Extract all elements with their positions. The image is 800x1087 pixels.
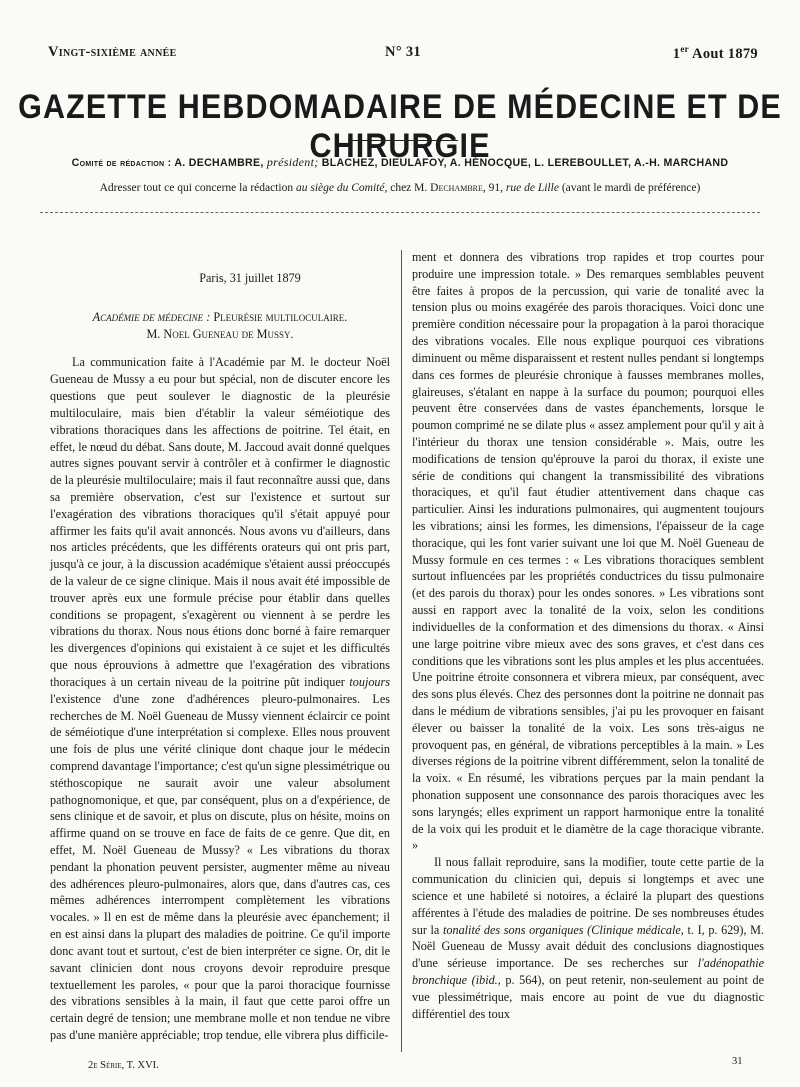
committee-members: BLACHEZ, DIEULAFOY, A. HÉNOCQUE, L. LEREBOULLET, A.-H. MARCHAND bbox=[321, 157, 729, 169]
address-part4: 91, bbox=[488, 182, 504, 194]
issue-header bbox=[48, 44, 758, 64]
issue-date-rest: Aout 1879 bbox=[688, 45, 758, 62]
emphasis-text: (Clinique médicale, bbox=[587, 922, 684, 937]
left-column bbox=[50, 270, 390, 1044]
issue-date-day: 1 bbox=[672, 45, 681, 62]
article-heading-rest: Pleurésie multiloculaire. bbox=[213, 309, 348, 324]
article-paragraph: ment et donnera des vibrations trop rapides et trop courtes pour produire une impression totale. » Des remarques semblables peuvent être faites à propos de la percussion, qui varie de tonalité avec la tension plus ou moins exagérée des parois thoraciques. Voici donc une première condition nécessaire pour la propagation à la paroi thoracique des vibrations vocales. Elle nous explique pourquoi ces vibrations diminuent ou même disparaissent et restent nulles pendant si longtemps dans ces formes de pleurésie chronique à fausses membranes molles, glaireuses, s'étalant en nappe à la surface du poumon; pourquoi elles peuvent être conservées dans de vastes épanchements, lorsque le poumon comprimé ne se dilate plus « assez amplement pour qu'il y ait à l'intérieur du thorax une tension considérable ». Mais, outre les modifications de tension qu'éprouve la paroi du thorax, il existe une série de conditions qui changent la transmissibilité des vibrations thoraciques, et qu'il faut étudier attentivement dans chaque cas particulier. Ainsi les indurations pulmonaires, qui augmentent toujours les vibrations; ainsi les formes, les dimensions, l'épaisseur de la cage thoracique, qui les font varier suivant une loi que M. Noël Gueneau de Mussy formule en ces termes : « Les vibrations thoraciques semblent surtout influencées par les propriétés conductrices du tissu pulmonaire (et des parois du thorax) pour les ondes sonores. » Les vibrations sont aussi en rapport avec la tonalité de la voix, selon les conditions individuelles de la conformation et des dimensions du thorax. « Ainsi une large poitrine vibre mieux avec des sons graves, et c'est dans ces conditions que les vibrations sont les plus amples et les plus accentuées. Une poitrine étroite consonnera et vibrera mieux, par conséquent, avec des sons plus élevés. Chez des personnes dont la poitrine ne donnait pas dans le médium de vibrations sensibles, j'ai pu les provoquer en faisant élever ou baisser la tonalité de la voix. Les sons très-aigus ne provoquent pas, en général, de vibrations perceptibles à la main. » Les diverses régions de la poitrine vibrent différemment, selon la tonalité de la voix. « En résumé, les vibrations perçues par la main pendant la phonation supposent une consonnance des parois thoraciques avec les sons laryngés; elles expriment un rapport harmonique entre la tonalité de la voix qui les produit et le diamètre de la cage thoracique vibrante. » bbox=[412, 250, 764, 853]
footer-series: 2e Série, T. XVI. bbox=[88, 1060, 159, 1071]
article-heading-italic: Académie de médecine : bbox=[92, 309, 211, 324]
paragraph-text: La communication faite à l'Académie par M. le docteur Noël Gueneau de Mussy a eu pour but spécial, non de discuter encore les questions que peut soulever le diagnostic de la pleurésie multiloculaire, mais bien d'établir la valeur séméiotique des vibrations thoraciques dans les affections de poitrine. Tel était, en effet, le nœud du débat. Sans doute, M. Jaccoud avait donné quelques autres signes pouvant servir à contrôler et à confirmer le diagnostic de la pleurésie multiloculaire; mais il faut reconnaître aussi que, dans sa première observation, c'est sur l'existence et surtout sur l'exagération des vibrations thoraciques qu'il s'était appuyé pour affirmer les faits qu'il avait annoncés. Nous avons vu d'ailleurs, dans nos articles précédents, que les différents orateurs qui ont pris part, jusqu'à ce jour, à la discussion académique s'étaient aussi préoccupés de la valeur de ce signe clinique. Mais il nous avait été impossible de trouver après eux une formule précise pour établir dans quelles conditions se propagent, s'exagèrent ou viennent à se perdre les vibrations du thorax. Nous nous étions donc borné à faire remarquer les divergences d'opinions qui existaient à ce sujet et les difficultés que nous éprouvions à admettre que l'exagération des vibrations thoraciques à un certain niveau de la poitrine pût indiquer bbox=[50, 355, 390, 689]
issue-date bbox=[673, 44, 758, 63]
article-paragraph bbox=[412, 854, 764, 1022]
paragraph-text: l'existence d'une zone d'adhérences pleuro-pulmonaires. Les recherches de M. Noël Gueneau de Mussy viennent éclaircir ce point de séméiotique d'une interprétation si complexe. Elles nous prouvent une fois de plus une vérité clinique dont chaque jour le médecin comprend davantage l'importance; c'est qu'un signe plessimétrique ou stéthoscopique ne saurait avoir une valeur absolument pathognomonique, et que, par conséquent, plus on a d'expérience, de sens clinique et de savoir, et plus on discute, plus on hésite, moins on affirme quand on se trouve en face de faits de ce genre. Que dit, en effet, M. Noël Gueneau de Mussy? « Les vibrations du thorax pendant la phonation peuvent persister, augmenter même au niveau des adhérences pleuro-pulmonaires, alors que, dans d'autres cas, ces mêmes adhérences interrompent complètement les vibrations vocales. » Il en est de même dans la pleurésie avec épanchement; il en est ainsi dans la plupart des maladies de poitrine. Ce qu'il importe donc avant tout et surtout, c'est de bien interpréter ce signe. Or, dit le savant clinicien dont nous croyons devoir reproduire presque textuellement les paroles, « pour que la paroi thoracique fournisse des vibrations sensibles à la main, il faut que cette paroi offre un certain degré de tension; une membrane molle et non tendue ne vibre pas d'une manière appréciable; trop tendue, elle vibrera plus difficile- bbox=[50, 691, 390, 1042]
paragraph-text: p. 564), on peut retenir, non-seulement au point de vue plessimétrique, mais encore au point de vue du diagnostic différentiel des toux bbox=[412, 972, 764, 1021]
committee-president: A. DECHAMBRE, bbox=[174, 157, 264, 169]
address-part6: (avant le mardi de préférence) bbox=[561, 182, 701, 194]
address-part1: Adresser tout ce qui concerne la rédaction bbox=[99, 182, 294, 194]
issue-number: N° 31 bbox=[385, 44, 421, 60]
page-number: 31 bbox=[732, 1056, 743, 1067]
paragraph-text: Il nous fallait reproduire, sans la modifier, toute cette partie de la communication du clinicien qui, depuis si longtemps et avec une science et une habileté si notoires, a éclairé la plupart des questions afférentes à l'étude des maladies de poitrine. De ses nombreuses études sur la bbox=[412, 855, 764, 937]
paragraph-text: t. I, p. 629), M. Noël Gueneau de Mussy avait déduit des conclusions diagnostiques d'une sérieuse importance. De ses recherches sur bbox=[412, 922, 765, 971]
masthead-rule bbox=[348, 140, 458, 141]
emphasis-text: l'adénopathie bronchique bbox=[412, 956, 765, 987]
article-heading bbox=[50, 309, 390, 326]
header-divider bbox=[40, 212, 760, 213]
address-part2: au siège du Comité, bbox=[295, 182, 388, 194]
committee-president-role: président; bbox=[266, 155, 319, 169]
right-column bbox=[412, 249, 764, 1022]
masthead-title: GAZETTE HEBDOMADAIRE DE MÉDECINE ET DE CHIRURGIE bbox=[18, 87, 782, 166]
editorial-address bbox=[0, 182, 800, 194]
emphasis-text: tonalité des sons organiques bbox=[443, 922, 584, 937]
address-name: Dechambre, bbox=[430, 182, 486, 194]
article-paragraph bbox=[50, 354, 390, 1043]
committee-label: Comité de rédaction : bbox=[71, 157, 172, 169]
emphasis-text: (ibid., bbox=[471, 972, 501, 987]
article-heading-author: M. Noel Gueneau de Mussy. bbox=[146, 326, 294, 341]
editorial-committee bbox=[0, 155, 800, 170]
article-dateline: Paris, 31 juillet 1879 bbox=[199, 271, 301, 285]
issue-year: Vingt-sixième année bbox=[48, 44, 177, 60]
issue-date-sup: er bbox=[680, 44, 689, 54]
emphasis-text: toujours bbox=[349, 674, 391, 689]
address-part3: chez M. bbox=[390, 182, 428, 194]
column-divider bbox=[401, 250, 402, 1052]
address-part5: rue de Lille bbox=[505, 182, 559, 194]
